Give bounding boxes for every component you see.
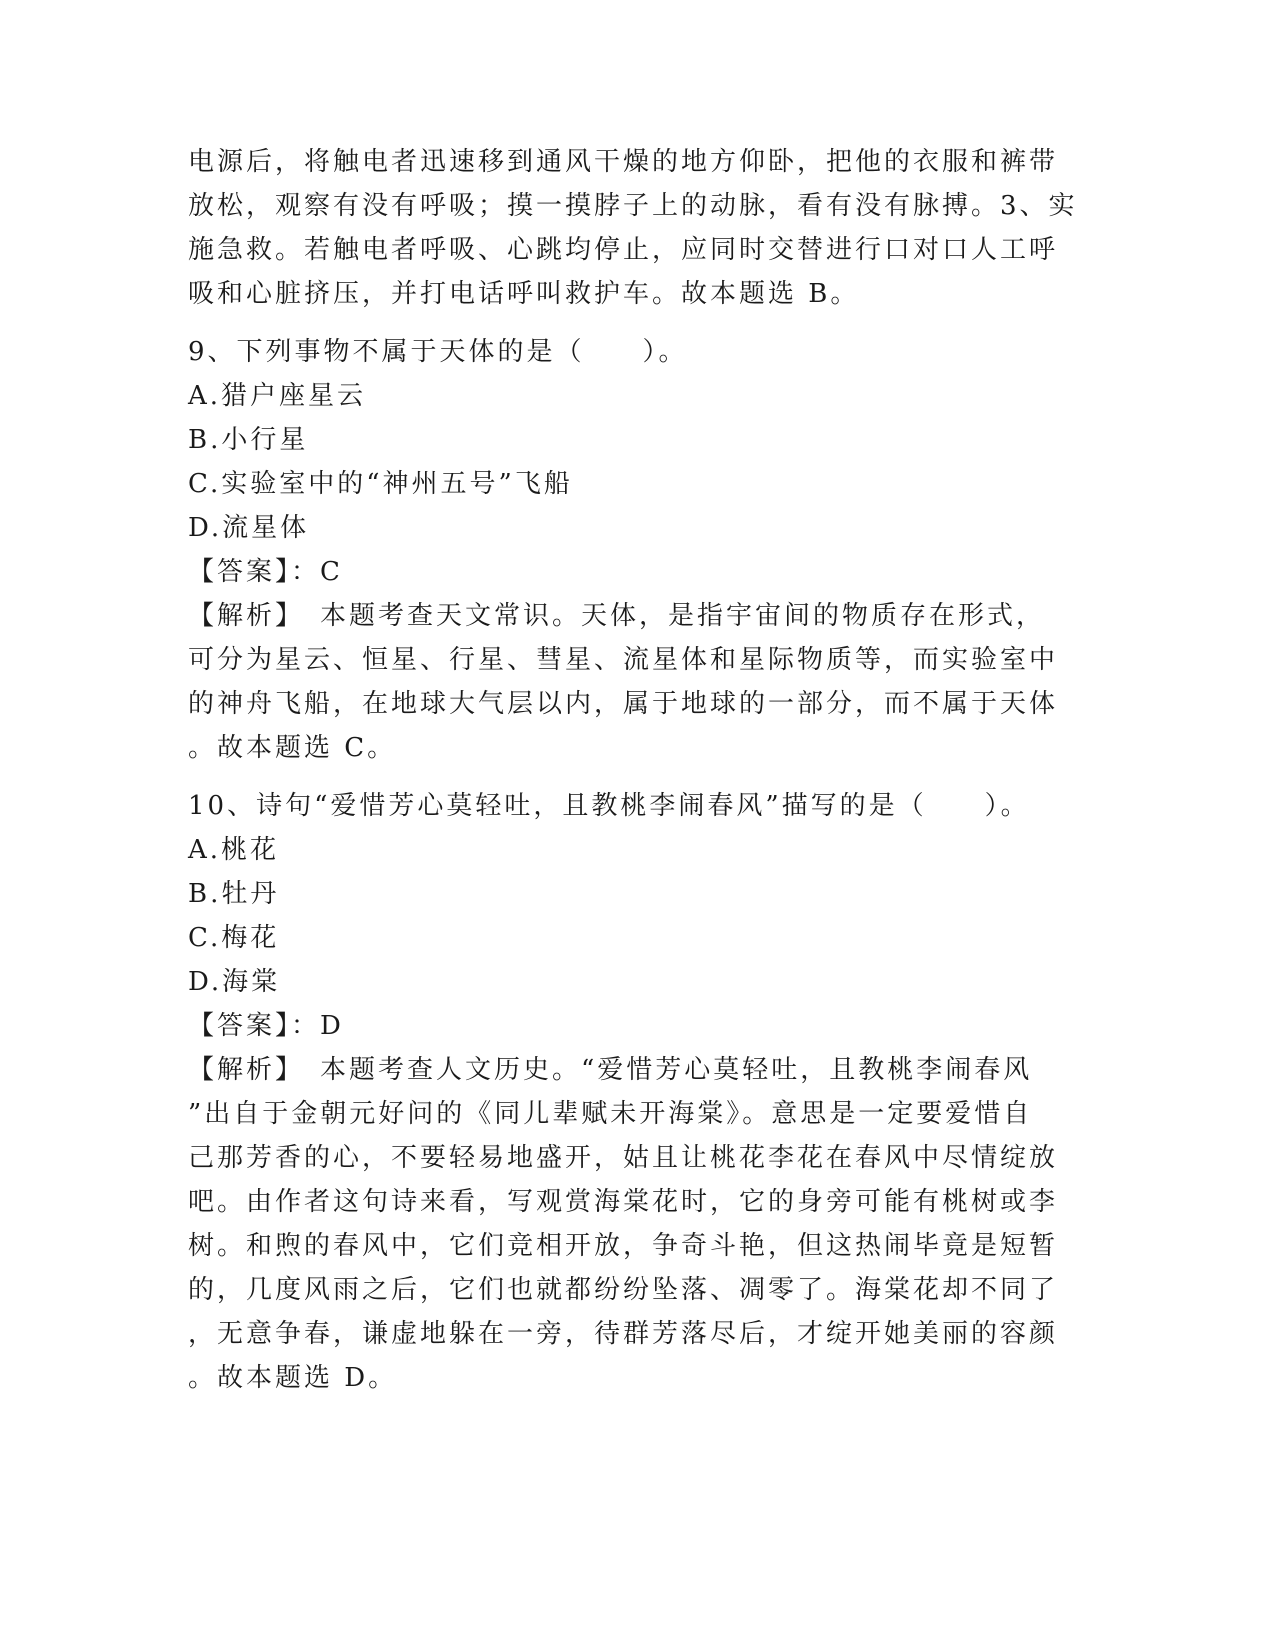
paragraph-line: 电源后，将触电者迅速移到通风干燥的地方仰卧，把他的衣服和裤带 bbox=[188, 147, 1059, 177]
option-a: A.桃花 bbox=[188, 835, 280, 865]
option-d: D.流星体 bbox=[188, 513, 310, 543]
paragraph-line: 放松，观察有没有呼吸；摸一摸脖子上的动脉，看有没有脉搏。3、实 bbox=[188, 191, 1078, 221]
paragraph-line: 施急救。若触电者呼吸、心跳均停止，应同时交替进行口对口人工呼 bbox=[188, 235, 1059, 265]
analysis-line: 的神舟飞船，在地球大气层以内，属于地球的一部分，而不属于天体 bbox=[188, 689, 1059, 719]
analysis-line: 己那芳香的心，不要轻易地盛开，姑且让桃花李花在春风中尽情绽放 bbox=[188, 1143, 1059, 1173]
analysis-line: 【解析】 本题考查人文历史。“爱惜芳心莫轻吐，且教桃李闹春风 bbox=[188, 1055, 1033, 1085]
analysis-line: ，无意争春，谦虚地躲在一旁，待群芳落尽后，才绽开她美丽的容颜 bbox=[188, 1319, 1059, 1349]
answer-line: 【答案】：C bbox=[188, 557, 343, 587]
analysis-line: 吧。由作者这句诗来看，写观赏海棠花时，它的身旁可能有桃树或李 bbox=[188, 1187, 1059, 1217]
paragraph-line: 吸和心脏挤压，并打电话呼叫救护车。故本题选 B。 bbox=[188, 279, 860, 309]
analysis-line: 可分为星云、恒星、行星、彗星、流星体和星际物质等，而实验室中 bbox=[188, 645, 1059, 675]
spacer bbox=[188, 316, 1088, 330]
analysis-line: 的，几度风雨之后，它们也就都纷纷坠落、凋零了。海棠花却不同了 bbox=[188, 1275, 1059, 1305]
analysis-line: 【解析】 本题考查天文常识。天体，是指宇宙间的物质存在形式， bbox=[188, 601, 1046, 631]
option-c: C.梅花 bbox=[188, 923, 280, 953]
option-c: C.实验室中的“神州五号”飞船 bbox=[188, 469, 573, 499]
analysis-line: 。故本题选 C。 bbox=[188, 733, 397, 763]
option-b: B.小行星 bbox=[188, 425, 309, 455]
page-content bbox=[188, 140, 1088, 1400]
question-stem: 10、诗句“爱惜芳心莫轻吐，且教桃李闹春风”描写的是（ ）。 bbox=[188, 791, 1030, 821]
answer-line: 【答案】：D bbox=[188, 1011, 344, 1041]
analysis-line: 。故本题选 D。 bbox=[188, 1363, 398, 1393]
question-9 bbox=[188, 330, 1088, 770]
analysis-line: 树。和煦的春风中，它们竞相开放，争奇斗艳，但这热闹毕竟是短暂 bbox=[188, 1231, 1059, 1261]
question-stem: 9、下列事物不属于天体的是（ ）。 bbox=[188, 337, 688, 367]
option-a: A.猎户座星云 bbox=[188, 381, 367, 411]
question-10 bbox=[188, 784, 1088, 1400]
option-b: B.牡丹 bbox=[188, 879, 280, 909]
analysis-line: ”出自于金朝元好问的《同儿辈赋未开海棠》。意思是一定要爱惜自 bbox=[188, 1099, 1033, 1129]
intro-paragraph bbox=[188, 140, 1088, 316]
spacer bbox=[188, 770, 1088, 784]
option-d: D.海棠 bbox=[188, 967, 281, 997]
